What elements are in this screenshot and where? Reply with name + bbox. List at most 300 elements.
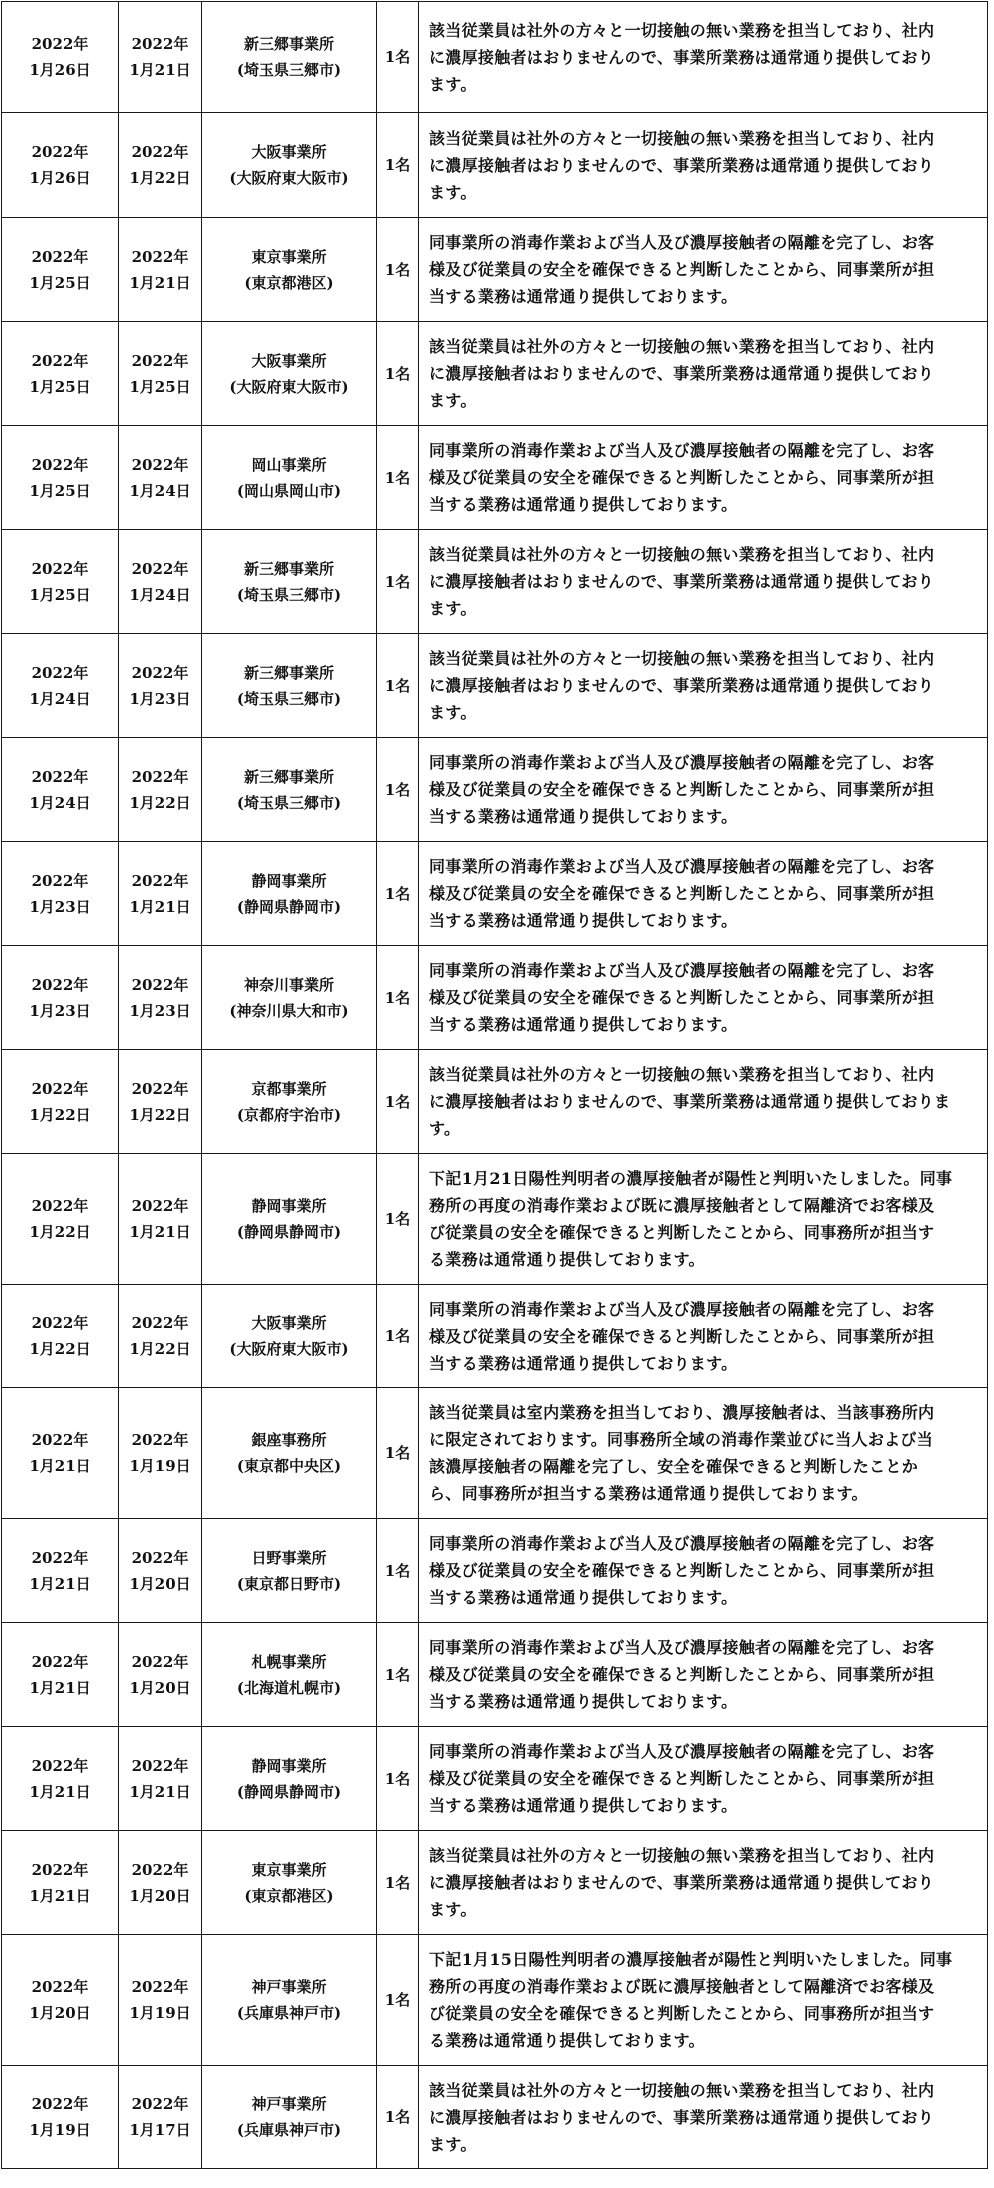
- announced-date-cell: [2, 426, 119, 530]
- announced-date-line: 2022年: [31, 1431, 89, 1449]
- confirmed-date-line: 1月20日: [129, 1574, 191, 1593]
- announced-date-cell: [2, 2, 119, 113]
- confirmed-date-cell: [119, 113, 202, 218]
- count-value: 1名: [384, 156, 411, 174]
- announced-date-line: 2022年: [31, 1860, 89, 1879]
- announced-date-line: 1月26日: [29, 61, 91, 79]
- description-line: ら、同事務所が担当する業務は通常通り提供しております。: [429, 1484, 868, 1503]
- office-cell: [202, 738, 377, 842]
- description-line: に濃厚接触者はおりませんので、事業所業務は通常通り提供しており: [429, 364, 934, 383]
- office-line: (埼玉県三郷市): [236, 793, 342, 812]
- office-line: (埼玉県三郷市): [236, 61, 342, 79]
- description-line: 該当従業員は社外の方々と一切接触の無い業務を担当しており、社内: [429, 128, 935, 148]
- office-line: (静岡県静岡市): [236, 897, 342, 916]
- confirmed-date-line: 1月21日: [129, 273, 191, 292]
- announced-date-line: 2022年: [31, 559, 89, 578]
- table-row: [2, 842, 988, 946]
- confirmed-date-line: 2022年: [131, 559, 189, 578]
- description-line: 該当従業員は室内業務を担当しており、濃厚接触者は、当該事務所内: [429, 1403, 935, 1422]
- description-cell: [419, 530, 988, 634]
- description-line: に限定されております。同事務所全域の消毒作業並びに当人および当: [429, 1430, 934, 1449]
- description-line: び従業員の安全を確保できると判断したことから、同事務所が担当す: [429, 2004, 935, 2023]
- confirmed-date-cell: [119, 1623, 202, 1727]
- confirmed-date-line: 2022年: [131, 351, 189, 370]
- description-line: す。: [429, 1119, 461, 1138]
- count-cell: [377, 1935, 419, 2066]
- announced-date-cell: [2, 218, 119, 322]
- announced-date-line: 2022年: [31, 455, 89, 474]
- announced-date-line: 1月20日: [29, 2004, 91, 2022]
- confirmed-date-line: 2022年: [131, 1756, 189, 1775]
- description-line: ます。: [429, 703, 477, 722]
- confirmed-date-line: 2022年: [131, 1860, 189, 1879]
- confirmed-date-cell: [119, 1727, 202, 1831]
- table-row: [2, 1050, 988, 1154]
- announced-date-line: 2022年: [31, 1978, 89, 1996]
- description-cell: [419, 2066, 988, 2169]
- description-line: 当する業務は通常通り提供しております。: [429, 1353, 738, 1373]
- count-cell: [377, 842, 419, 946]
- office-cell: [202, 1154, 377, 1285]
- description-cell: [419, 1285, 988, 1388]
- confirmed-date-line: 1月17日: [129, 2121, 191, 2139]
- description-line: 同事業所の消毒作業および当人及び濃厚接触者の隔離を完了し、お客: [429, 1638, 935, 1657]
- confirmed-date-cell: [119, 1935, 202, 2066]
- description-line: 様及び従業員の安全を確保できると判断したことから、同事業所が担: [429, 884, 935, 903]
- count-cell: [377, 1519, 419, 1623]
- announced-date-line: 2022年: [31, 35, 89, 53]
- announced-date-line: 2022年: [31, 351, 89, 370]
- announced-date-cell: [2, 1623, 119, 1727]
- announced-date-line: 1月21日: [29, 1886, 91, 1905]
- announced-date-line: 1月21日: [29, 1782, 91, 1801]
- description-line: 下記1月21日陽性判明者の濃厚接触者が陽性と判明いたしました。同事: [429, 1169, 953, 1188]
- confirmed-date-line: 2022年: [131, 1978, 189, 1996]
- description-line: 該当従業員は社外の方々と一切接触の無い業務を担当しており、社内: [429, 2080, 935, 2100]
- office-line: 新三郷事業所: [243, 559, 334, 578]
- confirmed-date-line: 1月22日: [129, 793, 191, 812]
- count-cell: [377, 1623, 419, 1727]
- description-line: 該濃厚接触者の隔離を完了し、安全を確保できると判断したことか: [429, 1457, 919, 1476]
- description-line: 様及び従業員の安全を確保できると判断したことから、同事業所が担: [429, 988, 935, 1007]
- count-value: 1名: [384, 1991, 411, 2009]
- office-line: 神戸事業所: [251, 1978, 327, 1996]
- description-cell: [419, 1623, 988, 1727]
- description-cell: [419, 1154, 988, 1285]
- description-line: 当する業務は通常通り提供しております。: [429, 807, 738, 826]
- announced-date-line: 2022年: [31, 1079, 89, 1098]
- table-row: [2, 1935, 988, 2066]
- confirmed-date-line: 2022年: [131, 1652, 189, 1671]
- table-row: [2, 113, 988, 218]
- description-line: 同事業所の消毒作業および当人及び濃厚接触者の隔離を完了し、お客: [429, 1742, 935, 1761]
- confirmed-date-line: 1月21日: [129, 1782, 191, 1801]
- announced-date-line: 1月19日: [29, 2121, 91, 2139]
- announced-date-line: 2022年: [31, 1197, 89, 1215]
- announced-date-line: 1月25日: [29, 481, 91, 500]
- description-line: 該当従業員は社外の方々と一切接触の無い業務を担当しており、社内: [429, 337, 935, 356]
- count-value: 1名: [384, 48, 411, 66]
- office-line: 新三郷事業所: [243, 35, 334, 53]
- announced-date-cell: [2, 1519, 119, 1623]
- table-row: [2, 634, 988, 738]
- table-row: [2, 1154, 988, 1285]
- table-row: [2, 530, 988, 634]
- announced-date-cell: [2, 1935, 119, 2066]
- confirmed-date-line: 2022年: [131, 1079, 189, 1098]
- confirmed-date-line: 1月22日: [129, 1105, 191, 1124]
- confirmed-date-cell: [119, 1388, 202, 1519]
- description-line: 様及び従業員の安全を確保できると判断したことから、同事業所が担: [429, 1561, 935, 1580]
- case-report-table-body: [2, 2, 988, 2169]
- description-line: 下記1月15日陽性判明者の濃厚接触者が陽性と判明いたしました。同事: [429, 1950, 953, 1969]
- announced-date-line: 1月24日: [29, 793, 91, 812]
- count-cell: [377, 218, 419, 322]
- office-line: 静岡事業所: [251, 871, 327, 890]
- confirmed-date-cell: [119, 842, 202, 946]
- office-line: (東京都港区): [244, 1886, 334, 1905]
- announced-date-line: 2022年: [31, 1548, 89, 1567]
- office-line: (兵庫県神戸市): [236, 2004, 342, 2022]
- count-value: 1名: [384, 1327, 411, 1345]
- confirmed-date-line: 2022年: [131, 455, 189, 474]
- confirmed-date-cell: [119, 1519, 202, 1623]
- confirmed-date-line: 2022年: [131, 247, 189, 266]
- office-cell: [202, 946, 377, 1050]
- count-value: 1名: [384, 1769, 411, 1788]
- announced-date-line: 2022年: [31, 1314, 89, 1332]
- confirmed-date-line: 2022年: [131, 1548, 189, 1567]
- office-line: (大阪府東大阪市): [229, 377, 349, 396]
- confirmed-date-cell: [119, 1050, 202, 1154]
- description-line: 当する業務は通常通り提供しております。: [429, 1796, 738, 1815]
- description-line: 様及び従業員の安全を確保できると判断したことから、同事業所が担: [429, 1665, 935, 1684]
- description-line: 当する業務は通常通り提供しております。: [429, 495, 738, 514]
- announced-date-cell: [2, 738, 119, 842]
- description-cell: [419, 1831, 988, 1935]
- confirmed-date-line: 1月25日: [129, 377, 191, 396]
- announced-date-line: 2022年: [31, 247, 89, 266]
- office-line: 日野事業所: [251, 1548, 327, 1567]
- description-line: 同事業所の消毒作業および当人及び濃厚接触者の隔離を完了し、お客: [429, 961, 935, 980]
- office-cell: [202, 1623, 377, 1727]
- count-cell: [377, 2, 419, 113]
- description-cell: [419, 2, 988, 113]
- office-line: (大阪府東大阪市): [229, 169, 349, 187]
- count-cell: [377, 1154, 419, 1285]
- office-line: 札幌事業所: [251, 1652, 327, 1671]
- announced-date-line: 1月24日: [29, 689, 91, 708]
- confirmed-date-line: 2022年: [131, 35, 189, 53]
- count-cell: [377, 1050, 419, 1154]
- confirmed-date-cell: [119, 946, 202, 1050]
- office-cell: [202, 322, 377, 426]
- description-line: ます。: [429, 182, 477, 202]
- count-cell: [377, 946, 419, 1050]
- office-line: 神戸事業所: [251, 2095, 327, 2113]
- office-line: (岡山県岡山市): [236, 481, 342, 500]
- description-line: 該当従業員は社外の方々と一切接触の無い業務を担当しており、社内: [429, 545, 935, 564]
- announced-date-cell: [2, 113, 119, 218]
- announced-date-line: 2022年: [31, 2095, 89, 2113]
- description-cell: [419, 738, 988, 842]
- announced-date-line: 1月21日: [29, 1574, 91, 1593]
- table-row: [2, 1285, 988, 1388]
- description-cell: [419, 426, 988, 530]
- description-cell: [419, 322, 988, 426]
- confirmed-date-cell: [119, 1154, 202, 1285]
- description-cell: [419, 1519, 988, 1623]
- announced-date-line: 1月25日: [29, 377, 91, 396]
- description-line: 務所の再度の消毒作業および既に濃厚接触者として隔離済でお客様及: [429, 1196, 935, 1215]
- table-row: [2, 1727, 988, 1831]
- office-cell: [202, 1285, 377, 1388]
- announced-date-line: 1月22日: [29, 1340, 91, 1358]
- count-cell: [377, 1831, 419, 1935]
- description-line: 同事業所の消毒作業および当人及び濃厚接触者の隔離を完了し、お客: [429, 857, 935, 876]
- count-value: 1名: [384, 1561, 411, 1580]
- count-value: 1名: [384, 780, 411, 799]
- description-line: び従業員の安全を確保できると判断したことから、同事務所が担当す: [429, 1223, 935, 1242]
- confirmed-date-line: 1月23日: [129, 1001, 191, 1020]
- count-cell: [377, 2066, 419, 2169]
- description-line: 同事業所の消毒作業および当人及び濃厚接触者の隔離を完了し、お客: [429, 1299, 935, 1319]
- office-line: (東京都港区): [244, 273, 334, 292]
- announced-date-cell: [2, 530, 119, 634]
- description-line: 様及び従業員の安全を確保できると判断したことから、同事業所が担: [429, 1769, 935, 1788]
- description-line: に濃厚接触者はおりませんので、事業所業務は通常通り提供しておりま: [429, 1092, 951, 1111]
- office-cell: [202, 113, 377, 218]
- confirmed-date-line: 1月24日: [129, 585, 191, 604]
- announced-date-cell: [2, 1285, 119, 1388]
- announced-date-cell: [2, 1831, 119, 1935]
- announced-date-line: 1月25日: [29, 585, 91, 604]
- announced-date-line: 1月25日: [29, 273, 91, 292]
- case-report-table: [1, 1, 988, 2169]
- office-cell: [202, 2, 377, 113]
- description-line: に濃厚接触者はおりませんので、事業所業務は通常通り提供しており: [429, 2107, 934, 2127]
- description-line: 当する業務は通常通り提供しております。: [429, 287, 738, 306]
- count-value: 1名: [384, 572, 411, 591]
- count-value: 1名: [384, 1210, 411, 1228]
- description-line: 様及び従業員の安全を確保できると判断したことから、同事業所が担: [429, 468, 935, 487]
- description-line: る業務は通常通り提供しております。: [429, 2031, 705, 2050]
- announced-date-line: 2022年: [31, 663, 89, 682]
- count-cell: [377, 530, 419, 634]
- office-cell: [202, 530, 377, 634]
- office-line: (大阪府東大阪市): [229, 1340, 349, 1358]
- confirmed-date-cell: [119, 2066, 202, 2169]
- confirmed-date-line: 2022年: [131, 1197, 189, 1215]
- office-line: 大阪事業所: [251, 143, 327, 161]
- confirmed-date-line: 1月22日: [129, 169, 191, 187]
- confirmed-date-cell: [119, 634, 202, 738]
- description-line: ます。: [429, 599, 477, 618]
- table-row: [2, 738, 988, 842]
- description-line: に濃厚接触者はおりませんので、事業所業務は通常通り提供しており: [429, 155, 934, 175]
- office-cell: [202, 1935, 377, 2066]
- count-value: 1名: [384, 468, 411, 487]
- office-line: 静岡事業所: [251, 1197, 327, 1215]
- count-value: 1名: [384, 1444, 411, 1462]
- confirmed-date-line: 1月19日: [129, 1457, 191, 1475]
- office-line: 大阪事業所: [251, 1314, 327, 1332]
- confirmed-date-line: 2022年: [131, 1431, 189, 1449]
- confirmed-date-line: 2022年: [131, 1314, 189, 1332]
- confirmed-date-cell: [119, 322, 202, 426]
- table-row: [2, 2066, 988, 2169]
- office-cell: [202, 634, 377, 738]
- confirmed-date-line: 1月20日: [129, 1886, 191, 1905]
- description-line: る業務は通常通り提供しております。: [429, 1250, 705, 1269]
- count-cell: [377, 1727, 419, 1831]
- confirmed-date-line: 2022年: [131, 975, 189, 994]
- confirmed-date-line: 2022年: [131, 767, 189, 786]
- description-cell: [419, 1935, 988, 2066]
- office-line: (京都府宇治市): [236, 1105, 342, 1124]
- confirmed-date-line: 1月24日: [129, 481, 191, 500]
- office-line: (兵庫県神戸市): [236, 2121, 342, 2139]
- office-line: 新三郷事業所: [243, 663, 334, 682]
- description-line: 当する業務は通常通り提供しております。: [429, 911, 738, 930]
- office-line: (東京都日野市): [236, 1574, 342, 1593]
- confirmed-date-cell: [119, 426, 202, 530]
- table-row: [2, 1831, 988, 1935]
- description-cell: [419, 634, 988, 738]
- announced-date-cell: [2, 1050, 119, 1154]
- office-cell: [202, 426, 377, 530]
- confirmed-date-line: 1月22日: [129, 1340, 191, 1358]
- description-line: 様及び従業員の安全を確保できると判断したことから、同事業所が担: [429, 1326, 935, 1346]
- confirmed-date-line: 1月21日: [129, 1223, 191, 1241]
- confirmed-date-line: 1月21日: [129, 61, 191, 79]
- confirmed-date-line: 1月19日: [129, 2004, 191, 2022]
- count-value: 1名: [384, 2108, 411, 2126]
- description-line: 様及び従業員の安全を確保できると判断したことから、同事業所が担: [429, 780, 935, 799]
- office-cell: [202, 1519, 377, 1623]
- count-value: 1名: [384, 884, 411, 903]
- count-cell: [377, 113, 419, 218]
- confirmed-date-line: 1月20日: [129, 1678, 191, 1697]
- announced-date-line: 1月22日: [29, 1223, 91, 1241]
- description-cell: [419, 218, 988, 322]
- table-row: [2, 1388, 988, 1519]
- announced-date-line: 2022年: [31, 767, 89, 786]
- office-cell: [202, 1388, 377, 1519]
- confirmed-date-cell: [119, 738, 202, 842]
- count-value: 1名: [384, 1873, 411, 1892]
- announced-date-line: 1月22日: [29, 1105, 91, 1124]
- description-line: 該当従業員は社外の方々と一切接触の無い業務を担当しており、社内: [429, 1846, 935, 1865]
- description-line: 当する業務は通常通り提供しております。: [429, 1692, 738, 1711]
- description-line: 当する業務は通常通り提供しております。: [429, 1588, 738, 1607]
- announced-date-line: 1月23日: [29, 1001, 91, 1020]
- office-line: 大阪事業所: [251, 351, 327, 370]
- office-cell: [202, 2066, 377, 2169]
- confirmed-date-line: 2022年: [131, 2095, 189, 2113]
- confirmed-date-cell: [119, 218, 202, 322]
- announced-date-cell: [2, 322, 119, 426]
- announced-date-line: 1月21日: [29, 1678, 91, 1697]
- description-cell: [419, 113, 988, 218]
- office-line: 東京事業所: [251, 1860, 327, 1879]
- description-line: 様及び従業員の安全を確保できると判断したことから、同事業所が担: [429, 260, 935, 279]
- table-row: [2, 322, 988, 426]
- announced-date-line: 2022年: [31, 143, 89, 161]
- office-cell: [202, 218, 377, 322]
- description-line: 該当従業員は社外の方々と一切接触の無い業務を担当しており、社内: [429, 20, 935, 40]
- description-line: 同事業所の消毒作業および当人及び濃厚接触者の隔離を完了し、お客: [429, 233, 935, 252]
- office-line: 京都事業所: [251, 1079, 327, 1098]
- description-cell: [419, 1388, 988, 1519]
- table-row: [2, 1623, 988, 1727]
- description-line: 該当従業員は社外の方々と一切接触の無い業務を担当しており、社内: [429, 1065, 935, 1084]
- table-row: [2, 426, 988, 530]
- office-line: (東京都中央区): [236, 1457, 342, 1475]
- description-line: に濃厚接触者はおりませんので、事業所業務は通常通り提供しており: [429, 676, 934, 695]
- announced-date-line: 1月23日: [29, 897, 91, 916]
- office-line: (静岡県静岡市): [236, 1782, 342, 1801]
- count-value: 1名: [384, 260, 411, 279]
- announced-date-cell: [2, 946, 119, 1050]
- count-cell: [377, 322, 419, 426]
- confirmed-date-cell: [119, 2, 202, 113]
- announced-date-line: 2022年: [31, 975, 89, 994]
- confirmed-date-line: 1月21日: [129, 897, 191, 916]
- description-line: 務所の再度の消毒作業および既に濃厚接触者として隔離済でお客様及: [429, 1977, 935, 1996]
- confirmed-date-cell: [119, 530, 202, 634]
- office-line: (神奈川県大和市): [229, 1001, 349, 1020]
- table-row: [2, 946, 988, 1050]
- count-value: 1名: [384, 364, 411, 383]
- confirmed-date-cell: [119, 1831, 202, 1935]
- announced-date-line: 1月21日: [29, 1457, 91, 1475]
- table-row: [2, 1519, 988, 1623]
- office-line: (埼玉県三郷市): [236, 689, 342, 708]
- description-cell: [419, 1727, 988, 1831]
- office-cell: [202, 842, 377, 946]
- description-line: ます。: [429, 74, 477, 94]
- description-line: 同事業所の消毒作業および当人及び濃厚接触者の隔離を完了し、お客: [429, 1534, 935, 1553]
- description-cell: [419, 946, 988, 1050]
- description-line: に濃厚接触者はおりませんので、事業所業務は通常通り提供しており: [429, 47, 934, 67]
- description-line: ます。: [429, 391, 477, 410]
- count-cell: [377, 738, 419, 842]
- office-line: (静岡県静岡市): [236, 1223, 342, 1241]
- announced-date-line: 2022年: [31, 871, 89, 890]
- office-line: 東京事業所: [251, 247, 327, 266]
- count-cell: [377, 1388, 419, 1519]
- announced-date-cell: [2, 1727, 119, 1831]
- office-line: 岡山事業所: [251, 455, 327, 474]
- table-row: [2, 2, 988, 113]
- description-cell: [419, 842, 988, 946]
- confirmed-date-cell: [119, 1285, 202, 1388]
- confirmed-date-line: 2022年: [131, 871, 189, 890]
- description-line: ます。: [429, 1900, 477, 1919]
- announced-date-cell: [2, 634, 119, 738]
- office-cell: [202, 1831, 377, 1935]
- announced-date-line: 2022年: [31, 1652, 89, 1671]
- office-cell: [202, 1727, 377, 1831]
- confirmed-date-line: 2022年: [131, 143, 189, 161]
- table-row: [2, 218, 988, 322]
- announced-date-line: 2022年: [31, 1756, 89, 1775]
- count-cell: [377, 426, 419, 530]
- office-line: (埼玉県三郷市): [236, 585, 342, 604]
- announced-date-line: 1月26日: [29, 169, 91, 187]
- office-line: 静岡事業所: [251, 1756, 327, 1775]
